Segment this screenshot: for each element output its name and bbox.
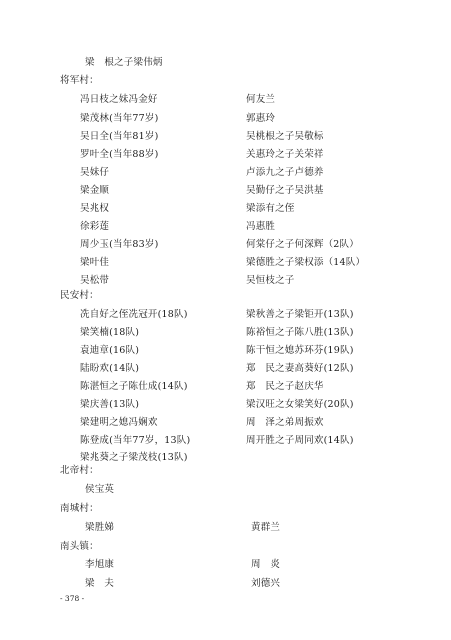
list-item: 徐彩莲 xyxy=(80,221,110,232)
list-item: 周少玉(当年83岁) xyxy=(80,239,159,250)
list-item: 陈裕恒之子陈八胜(13队) xyxy=(246,327,354,338)
list-item: 周 炎 xyxy=(251,559,281,570)
list-item: 卢添九之子卢德养 xyxy=(246,167,324,178)
list-item: 郑 民之妻高葵好(12队) xyxy=(246,363,354,374)
list-item: 吴桃根之子吴敬标 xyxy=(246,131,324,142)
list-item: 梁 夫 xyxy=(85,578,115,589)
list-item: 黄群兰 xyxy=(251,522,281,533)
list-item: 吴松带 xyxy=(80,275,110,286)
list-item: 梁汉旺之女梁笑好(20队) xyxy=(246,399,354,410)
list-item: 吴妹仔 xyxy=(80,167,110,178)
list-item: 梁胜娣 xyxy=(85,522,115,533)
list-item: 冼自好之侄冼冠开(18队) xyxy=(80,309,188,320)
section-heading-beidi: 北帝村： xyxy=(60,465,99,476)
section-heading-nantou: 南头镇： xyxy=(60,541,99,552)
list-item: 周开胜之子周同欢(14队) xyxy=(246,435,354,446)
list-item: 袁迪章(16队) xyxy=(80,345,140,356)
list-item: 吴日全(当年81岁) xyxy=(80,131,159,142)
list-item: 梁德胜之子梁权添（14队） xyxy=(246,257,366,268)
top-entry: 梁 根之子梁伟炳 xyxy=(85,57,163,68)
list-item: 梁秋善之子梁钜开(13队) xyxy=(246,309,354,320)
list-item: 梁庆善(13队) xyxy=(80,399,140,410)
list-item: 何友兰 xyxy=(246,94,276,105)
list-item: 陈登成(当年77岁，13队) xyxy=(80,435,191,446)
list-item: 吴恒枝之子 xyxy=(246,275,295,286)
list-item: 刘德兴 xyxy=(251,578,281,589)
list-item: 冯惠胜 xyxy=(246,221,276,232)
list-item: 周 泽之弟周振欢 xyxy=(246,417,324,428)
list-item: 吴勤仔之子吴洪基 xyxy=(246,185,324,196)
list-item: 何棠仔之子何深辉（2队） xyxy=(246,239,359,250)
section-heading-minan: 民安村： xyxy=(60,290,99,301)
list-item: 李旭康 xyxy=(85,559,115,570)
list-item: 梁叶佳 xyxy=(80,257,110,268)
list-item: 梁兆葵之子梁茂枝(13队) xyxy=(80,452,188,463)
list-item: 郑 民之子赵庆华 xyxy=(246,381,324,392)
list-item: 罗叶全(当年88岁) xyxy=(80,149,159,160)
list-item: 冯日枝之妹冯金好 xyxy=(80,94,158,105)
list-item: 梁添有之侄 xyxy=(246,203,295,214)
list-item: 梁笑楠(18队) xyxy=(80,327,140,338)
list-item: 陈湛恒之子陈仕成(14队) xyxy=(80,381,188,392)
list-item: 陈干恒之媳苏环芬(19队) xyxy=(246,345,354,356)
list-item: 侯宝英 xyxy=(85,484,115,495)
list-item: 吴兆权 xyxy=(80,203,110,214)
list-item: 关惠玲之子关荣祥 xyxy=(246,149,324,160)
list-item: 梁金顺 xyxy=(80,185,110,196)
list-item: 陆盼欢(14队) xyxy=(80,363,140,374)
list-item: 梁茂林(当年77岁) xyxy=(80,113,159,124)
page-number: - 378 - xyxy=(60,594,85,603)
section-heading-nancheng: 南城村： xyxy=(60,503,99,514)
list-item: 梁建明之媳冯娴欢 xyxy=(80,417,158,428)
section-heading-jiangjun: 将军村： xyxy=(60,75,99,86)
list-item: 郭惠玲 xyxy=(246,113,276,124)
